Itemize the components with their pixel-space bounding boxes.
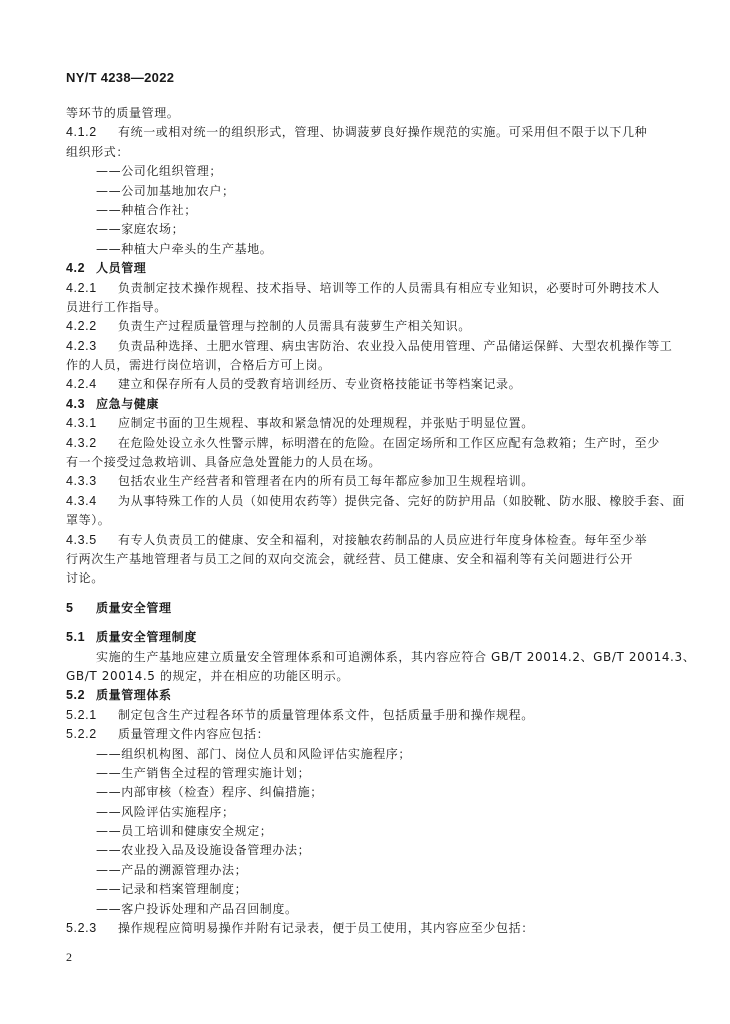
clause-number: 4.3.4 [66, 493, 97, 508]
text-line [66, 667, 656, 686]
text-line [66, 279, 660, 298]
list-item [66, 861, 656, 880]
line-text: ——风险评估实施程序； [96, 804, 235, 819]
line-text: 行两次生产基地管理者与员工之间的双向交流会，就经营、员工健康、安全和福利等有关问题进行公开 [66, 551, 634, 566]
section-heading [66, 395, 656, 414]
line-text: 负责制定技术操作规程、技术指导、培训等工作的人员需具有相应专业知识，必要时可外聘技术人 [118, 280, 660, 295]
line-text: 负责生产过程质量管理与控制的人员需具有菠萝生产相关知识。 [118, 319, 471, 334]
page-number: 2 [66, 950, 72, 964]
text-line [66, 472, 656, 491]
text-line [66, 317, 656, 336]
line-text: ——组织机构图、部门、岗位人员和风险评估实施程序； [96, 746, 412, 761]
clause-number: 5 [66, 600, 74, 615]
line-text: ——产品的溯源管理办法； [96, 862, 248, 877]
list-item [66, 803, 656, 822]
text-line [66, 919, 656, 938]
clause-number: 4.3 [66, 396, 86, 411]
list-item [66, 201, 656, 220]
text-line [66, 356, 656, 375]
line-text: ——农业投入品及设施设备管理办法； [96, 843, 311, 858]
line-text: GB/T 20014.5 的规定，并在相应的功能区明示。 [66, 668, 349, 683]
clause-number: 5.2 [66, 688, 86, 703]
line-text: 制定包含生产过程各环节的质量管理体系文件，包括质量手册和操作规程。 [118, 707, 534, 722]
clause-number: 5.2.2 [66, 727, 97, 742]
line-text: ——记录和档案管理制度； [96, 882, 248, 897]
line-text: ——内部审核（检查）程序、纠偏措施； [96, 785, 323, 800]
text-line [66, 143, 656, 162]
line-text: 等环节的质量管理。 [66, 106, 180, 120]
list-item [66, 764, 656, 783]
text-line [66, 511, 656, 530]
line-text: 包括农业生产经营者和管理者在内的所有员工每年都应参加卫生规程培训。 [118, 474, 534, 489]
section-heading [66, 628, 656, 647]
text-line [66, 725, 656, 744]
clause-number: 4.2 [66, 261, 86, 276]
line-text: 操作规程应简明易操作并附有记录表，便于员工使用，其内容应至少包括： [118, 921, 534, 936]
text-line [66, 648, 696, 667]
line-text: 有专人负责员工的健康、安全和福利，对接触农药制品的人员应进行年度身体检查。每年至少举 [118, 532, 648, 547]
line-text: 质量管理体系 [96, 688, 172, 703]
line-text: ——公司加基地加农户； [96, 183, 235, 198]
list-item [66, 783, 656, 802]
clause-number: 4.1.2 [66, 125, 97, 140]
line-text: 建立和保存所有人员的受教育培训经历、专业资格技能证书等档案记录。 [118, 377, 522, 392]
list-item [66, 240, 656, 259]
line-text: ——公司化组织管理； [96, 164, 223, 179]
list-item [66, 182, 656, 201]
text-line [66, 298, 656, 317]
text-line [66, 550, 656, 569]
line-text: ——生产销售全过程的管理实施计划； [96, 765, 311, 780]
paragraph-gap [66, 589, 656, 599]
line-text: 应急与健康 [96, 396, 160, 411]
line-text: 员进行工作指导。 [66, 299, 167, 314]
text-line [66, 453, 656, 472]
line-text: 有统一或相对统一的组织形式，管理、协调菠萝良好操作规范的实施。可采用但不限于以下几种 [118, 125, 648, 140]
line-text: 人员管理 [96, 261, 147, 276]
text-line [66, 706, 656, 725]
line-text: 应制定书面的卫生规程、事故和紧急情况的处理规程，并张贴于明显位置。 [118, 416, 534, 431]
clause-number: 4.3.2 [66, 435, 97, 450]
paragraph-gap [66, 618, 656, 628]
line-text: ——家庭农场； [96, 222, 185, 237]
line-text: 有一个接受过急救培训、具备应急处置能力的人员在场。 [66, 455, 382, 470]
clause-number: 4.3.5 [66, 532, 97, 547]
line-text: 负责品种选择、土肥水管理、病虫害防治、农业投入品使用管理、产品储运保鲜、大型农机操作等工 [118, 338, 673, 353]
text-line [66, 414, 656, 433]
list-item [66, 745, 656, 764]
text-line [66, 337, 673, 356]
text-line [66, 434, 660, 453]
clause-number: 5.2.1 [66, 707, 97, 722]
clause-number: 4.2.3 [66, 338, 97, 353]
line-text: 罩等）。 [66, 513, 111, 528]
document-body [66, 104, 696, 938]
line-text: 质量安全管理 [96, 600, 172, 615]
clause-number: 5.1 [66, 630, 86, 645]
line-text: 质量安全管理制度 [96, 630, 197, 645]
text-line [66, 492, 686, 511]
list-item [66, 162, 656, 181]
text-line [66, 569, 656, 588]
text-line [66, 375, 656, 394]
text-line [66, 104, 656, 123]
list-item [66, 880, 656, 899]
section-heading [66, 259, 656, 278]
text-line [66, 123, 656, 142]
list-item [66, 822, 656, 841]
clause-number: 4.3.1 [66, 416, 97, 431]
line-text: ——种植大户牵头的生产基地。 [96, 241, 273, 256]
section-heading [66, 686, 656, 705]
line-text: 质量管理文件内容应包括： [118, 727, 270, 742]
text-line [66, 531, 656, 550]
line-text: 作的人员，需进行岗位培训，合格后方可上岗。 [66, 358, 331, 373]
list-item [66, 220, 656, 239]
line-text: 组织形式： [66, 144, 130, 159]
line-text: ——客户投诉处理和产品召回制度。 [96, 901, 298, 916]
clause-number: 4.2.2 [66, 319, 97, 334]
clause-number: 5.2.3 [66, 921, 97, 936]
standard-code: NY/T 4238—2022 [66, 70, 175, 85]
section-heading [66, 599, 656, 618]
line-text: 为从事特殊工作的人员（如使用农药等）提供完备、完好的防护用品（如胶靴、防水服、橡胶手套、面 [118, 493, 686, 508]
line-text: 在危险处设立永久性警示牌，标明潜在的危险。在固定场所和工作区应配有急救箱；生产时，至少 [118, 435, 660, 450]
line-text: 讨论。 [66, 571, 104, 586]
line-text: ——种植合作社； [96, 202, 197, 217]
line-text: 实施的生产基地应建立质量安全管理体系和可追溯体系，其内容应符合 GB/T 20014.2、GB/T 20014.3、 [96, 649, 696, 664]
line-text: ——员工培训和健康安全规定； [96, 824, 273, 839]
list-item [66, 841, 656, 860]
list-item [66, 900, 656, 919]
clause-number: 4.2.1 [66, 280, 97, 295]
clause-number: 4.3.3 [66, 474, 97, 489]
clause-number: 4.2.4 [66, 377, 97, 392]
